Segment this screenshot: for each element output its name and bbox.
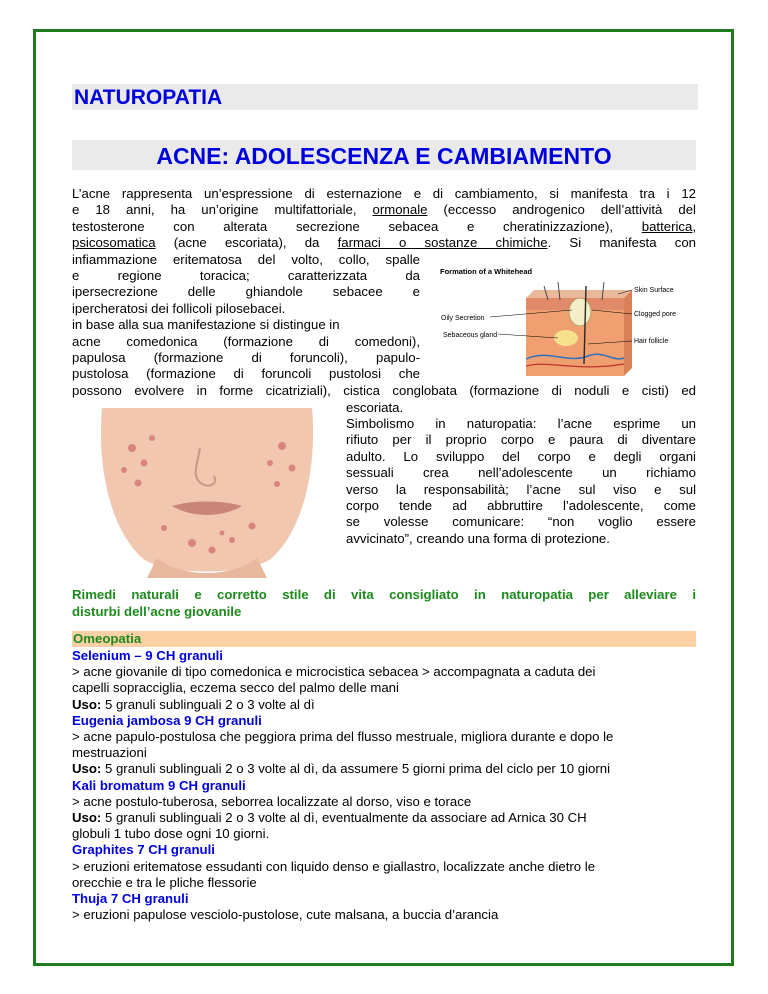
- face: [101, 408, 313, 572]
- remedy-name: Kali bromatum 9 CH granuli: [72, 777, 246, 793]
- intro-line: L’acne rappresenta un’espressione di esternazione e di cambiamento, si manifesta tra i 12: [72, 186, 696, 201]
- label-sebaceous-gland: Sebaceous gland: [443, 332, 498, 339]
- page-title: ACNE: ADOLESCENZA E CAMBIAMENTO: [72, 140, 696, 170]
- remedy-item: Kali bromatum 9 CH granuli > acne postulo-tuberosa, seborrea localizzate al dorso, viso e torace Uso: 5 granuli sublinguali 2 o 3 volte al dì, eventualmente da associare ad Arnica 30 CH globuli 1 tubo dose ogni 10 giorni.: [72, 778, 696, 843]
- skin-side: [624, 290, 632, 376]
- label-oily-secretion: Oily Secretion: [441, 315, 485, 322]
- remedies-list: [72, 648, 696, 923]
- intro-line: testosterone con alterata secrezione sebacea e cheratinizzazione), batterica,: [72, 218, 696, 234]
- symbolism-paragraph: Simbolismo in naturopatia: l’acne esprime un rifiuto per il proprio corpo e paura di diventare adulto. Lo sviluppo del corpo e degli organi sessuali crea nell’adolescente un richiamo verso la responsabilità; l’acne sul viso e sul corpo tende ad abbruttire l’adolescente, come se volesse comunicare: “non voglio essere avvicinato”, creando una forma di protezione.: [346, 416, 696, 546]
- clogged-pore-shape: [569, 298, 591, 326]
- intro-line: psicosomatica (acne escoriata), da farmaci o sostanze chimiche. Si manifesta con: [72, 235, 696, 251]
- intro-tail: possono evolvere in forme cicatriziali), cistica conglobata (formazione di noduli e cisti) ed: [72, 383, 696, 399]
- diagram-title: Formation of a Whitehead: [440, 267, 533, 276]
- skin-top: [526, 290, 632, 298]
- label-skin-surface: Skin Surface: [634, 287, 674, 294]
- remedy-item: Graphites 7 CH granuli > eruzioni eritematose essudanti con liquido denso e giallastro, localizzate anche dietro le orecchie e tra le pliche flessorie: [72, 842, 696, 891]
- intro-paragraph: [72, 186, 696, 252]
- remedy-item: Selenium – 9 CH granuli > acne giovanile di tipo comedonica e microcistica sebacea > accompagnata a caduta dei capelli sopracciglia, eczema secco del palmo delle mani Uso: 5 granuli sublinguali 2 o 3 volte al dì: [72, 648, 696, 713]
- section-title: NATUROPATIA: [72, 84, 698, 110]
- omeopatia-heading: Omeopatia: [72, 631, 696, 647]
- label-hair-follicle: Hair follicle: [634, 338, 669, 345]
- intro-narrow: infiammazione eritematosa del volto, collo, spalle e regione toracica; caratterizzata da ipersecrezione delle ghiandole sebacee e ipercheratosi dei follicoli pilosebacei. in base alla sua manifestazione si distingue in acne comedonica (formazione di comedoni), papulosa (formazione di foruncoli), papulo- pustolosa (formazione di foruncoli pustolosi che: [72, 251, 420, 382]
- remedy-name: Eugenia jambosa 9 CH granuli: [72, 712, 262, 728]
- remedy-name: Graphites 7 CH granuli: [72, 842, 215, 858]
- remedy-name: Selenium – 9 CH granuli: [72, 648, 223, 663]
- whitehead-diagram: [438, 264, 698, 378]
- intro-line: e 18 anni, ha un’origine multifattoriale, ormonale (eccesso androgenico dell’attività del: [72, 202, 696, 218]
- remedy-item: Thuja 7 CH granuli > eruzioni papulose vesciolo-pustolose, cute malsana, a buccia d’arancia: [72, 891, 696, 923]
- intro-end: escoriata.: [346, 399, 404, 415]
- face-acne-illustration: [72, 408, 342, 578]
- remedies-heading: Rimedi naturali e corretto stile di vita consigliato in naturopatia per alleviare i disturbi dell’acne giovanile: [72, 587, 696, 619]
- remedy-item: Eugenia jambosa 9 CH granuli > acne papulo-postulosa che peggiora prima del flusso mestruale, migliora durante e dopo le mestruazioni Uso: 5 granuli sublinguali 2 o 3 volte al dì, da assumere 5 giorni prima del ciclo per 10 giorni: [72, 713, 696, 778]
- remedy-name: Thuja 7 CH granuli: [72, 891, 189, 907]
- label-clogged-pore: Clogged pore: [634, 311, 677, 318]
- link-ormonale: ormonale: [372, 202, 428, 218]
